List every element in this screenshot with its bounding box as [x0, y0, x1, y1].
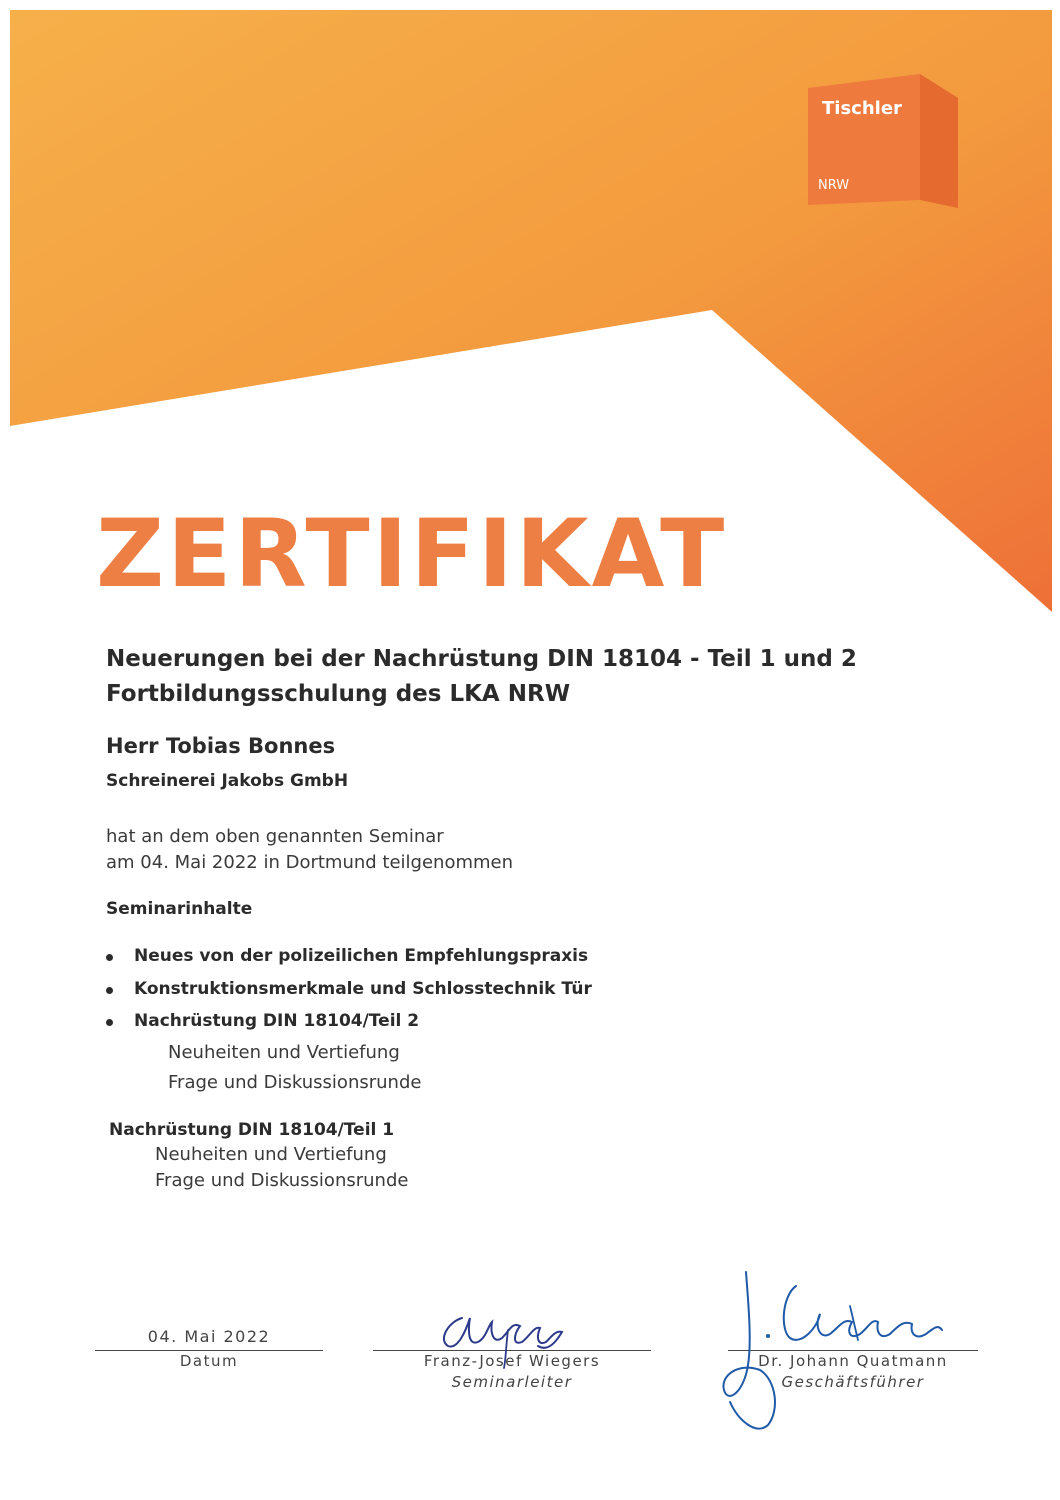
seminar-leader-name: Franz-Josef Wiegers: [423, 1352, 601, 1370]
logo-brand-text: Tischler: [822, 98, 902, 119]
list-item-text: Neues von der polizeilichen Empfehlungspraxis: [134, 946, 589, 966]
teil1-subitem: Frage und Diskussionsrunde: [155, 1170, 409, 1191]
participation-text-line2: am 04. Mai 2022 in Dortmund teilgenommen: [106, 852, 514, 873]
participation-text-line1: hat an dem oben genannten Seminar: [106, 826, 444, 847]
date-label: Datum: [179, 1352, 239, 1370]
seminar-leader-role: Seminarleiter: [451, 1373, 573, 1391]
teil1-subitem: Neuheiten und Vertiefung: [155, 1144, 387, 1165]
ceo-name: Dr. Johann Quatmann: [758, 1352, 948, 1370]
date-value: 04. Mai 2022: [147, 1327, 271, 1346]
teil2-subitem: Neuheiten und Vertiefung: [168, 1042, 400, 1063]
logo-region-text: NRW: [818, 178, 850, 193]
certificate-title: ZERTIFIKAT: [96, 500, 728, 609]
teil2-subitem: Frage und Diskussionsrunde: [168, 1072, 422, 1093]
ceo-role: Geschäftsführer: [781, 1373, 925, 1391]
seminar-contents-heading: Seminarinhalte: [106, 899, 253, 919]
list-item-text: Nachrüstung DIN 18104/Teil 2: [134, 1011, 420, 1031]
teil1-heading: Nachrüstung DIN 18104/Teil 1: [109, 1120, 395, 1140]
recipient-company: Schreinerei Jakobs GmbH: [106, 771, 349, 791]
course-title-line1: Neuerungen bei der Nachrüstung DIN 18104 - Teil 1 und 2: [106, 646, 857, 672]
recipient-name: Herr Tobias Bonnes: [106, 734, 336, 758]
list-item-text: Konstruktionsmerkmale und Schlosstechnik Tür: [134, 978, 592, 999]
course-title-line2: Fortbildungsschulung des LKA NRW: [106, 681, 571, 707]
